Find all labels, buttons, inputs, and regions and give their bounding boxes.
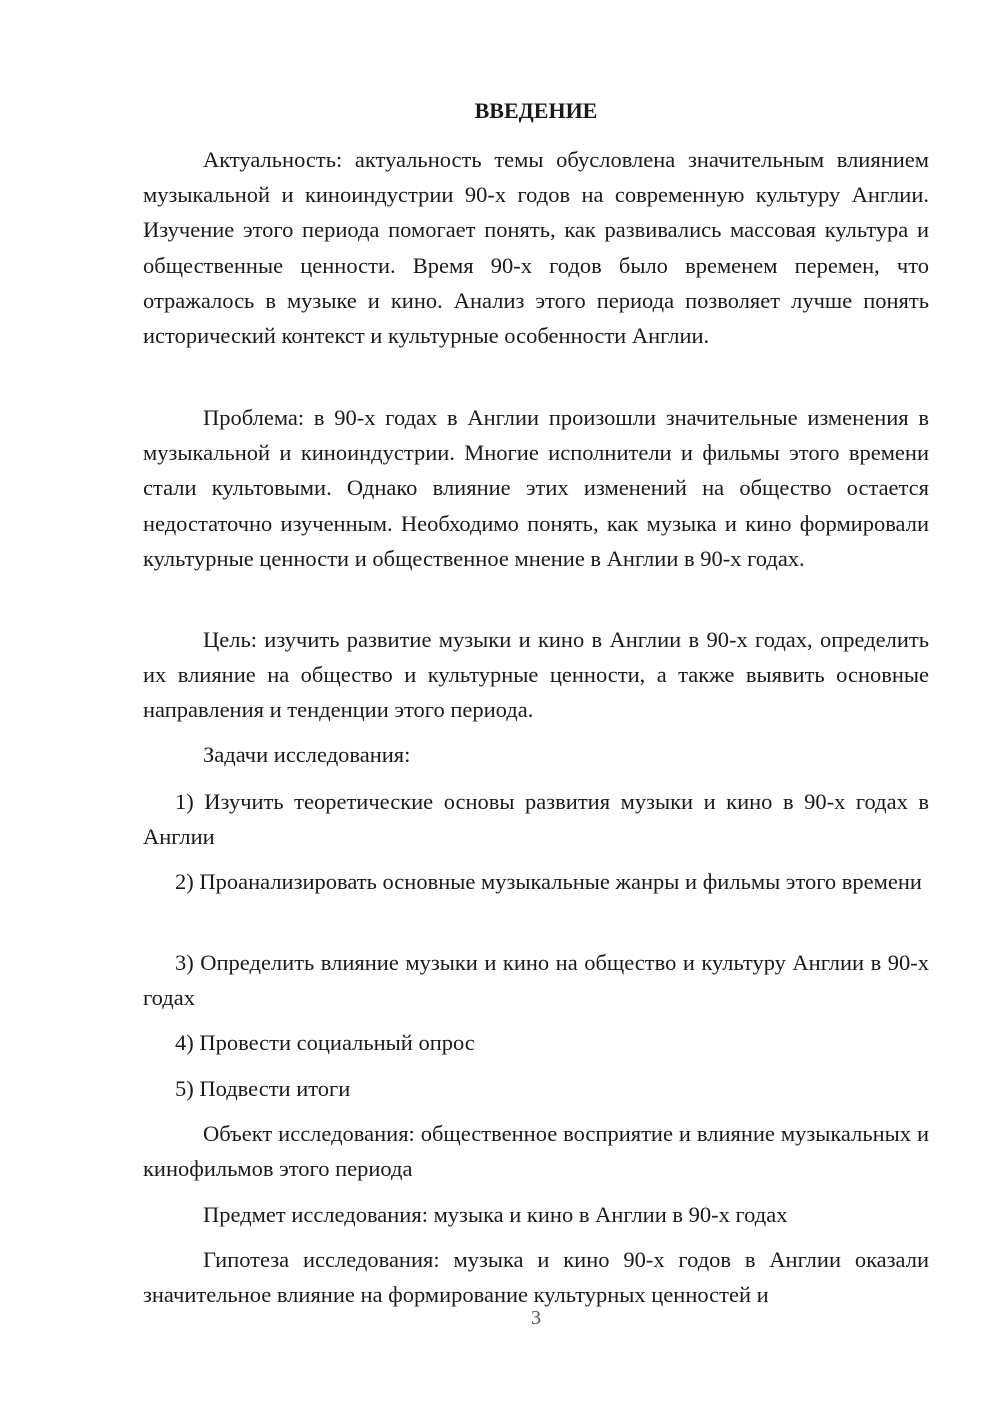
paragraph-subject: Предмет исследования: музыка и кино в Англии в 90-х годах [203, 1202, 788, 1227]
paragraph-relevance: Актуальность: актуальность темы обусловлена значительным влиянием музыкальной и киноиндустрии 90-х годов на современную культуру Англии. Изучение этого периода помогает понять, как развивались массовая культура и общественные ценности. Время 90-х годов было временем перемен, что отражалось в музыке и кино. Анализ этого периода позволяет лучше понять исторический контекст и культурные особенности Англии. [143, 147, 929, 349]
paragraph-problem: Проблема: в 90-х годах в Англии произошли значительные изменения в музыкальной и киноиндустрии. Многие исполнители и фильмы этого времени стали культовыми. Однако влияние этих изменений на общество остается недостаточно изученным. Необходимо понять, как музыка и кино формировали культурные ценности и общественное мнение в Англии в 90-х годах. [143, 405, 929, 571]
task-item: 5) Подвести итоги [175, 1076, 351, 1101]
task-item: 4) Провести социальный опрос [175, 1030, 475, 1055]
task-item: 1) Изучить теоретические основы развития музыки и кино в 90-х годах в Англии [143, 789, 929, 850]
paragraph-object: Объект исследования: общественное восприятие и влияние музыкальных и кинофильмов этого периода [143, 1121, 929, 1182]
task-item: 3) Определить влияние музыки и кино на общество и культуру Англии в 90-х годах [143, 950, 929, 1011]
tasks-title: Задачи исследования: [203, 742, 411, 767]
task-item: 2) Проанализировать основные музыкальные жанры и фильмы этого времени [175, 869, 922, 894]
section-heading: ВВЕДЕНИЕ [474, 98, 598, 123]
page-number: 3 [531, 1307, 541, 1329]
paragraph-goal: Цель: изучить развитие музыки и кино в Англии в 90-х годах, определить их влияние на общество и культурные ценности, а также выявить основные направления и тенденции этого периода. [143, 627, 929, 723]
paragraph-hypothesis: Гипотеза исследования: музыка и кино 90-х годов в Англии оказали значительное влияние на формирование культурных ценностей и [143, 1247, 929, 1308]
